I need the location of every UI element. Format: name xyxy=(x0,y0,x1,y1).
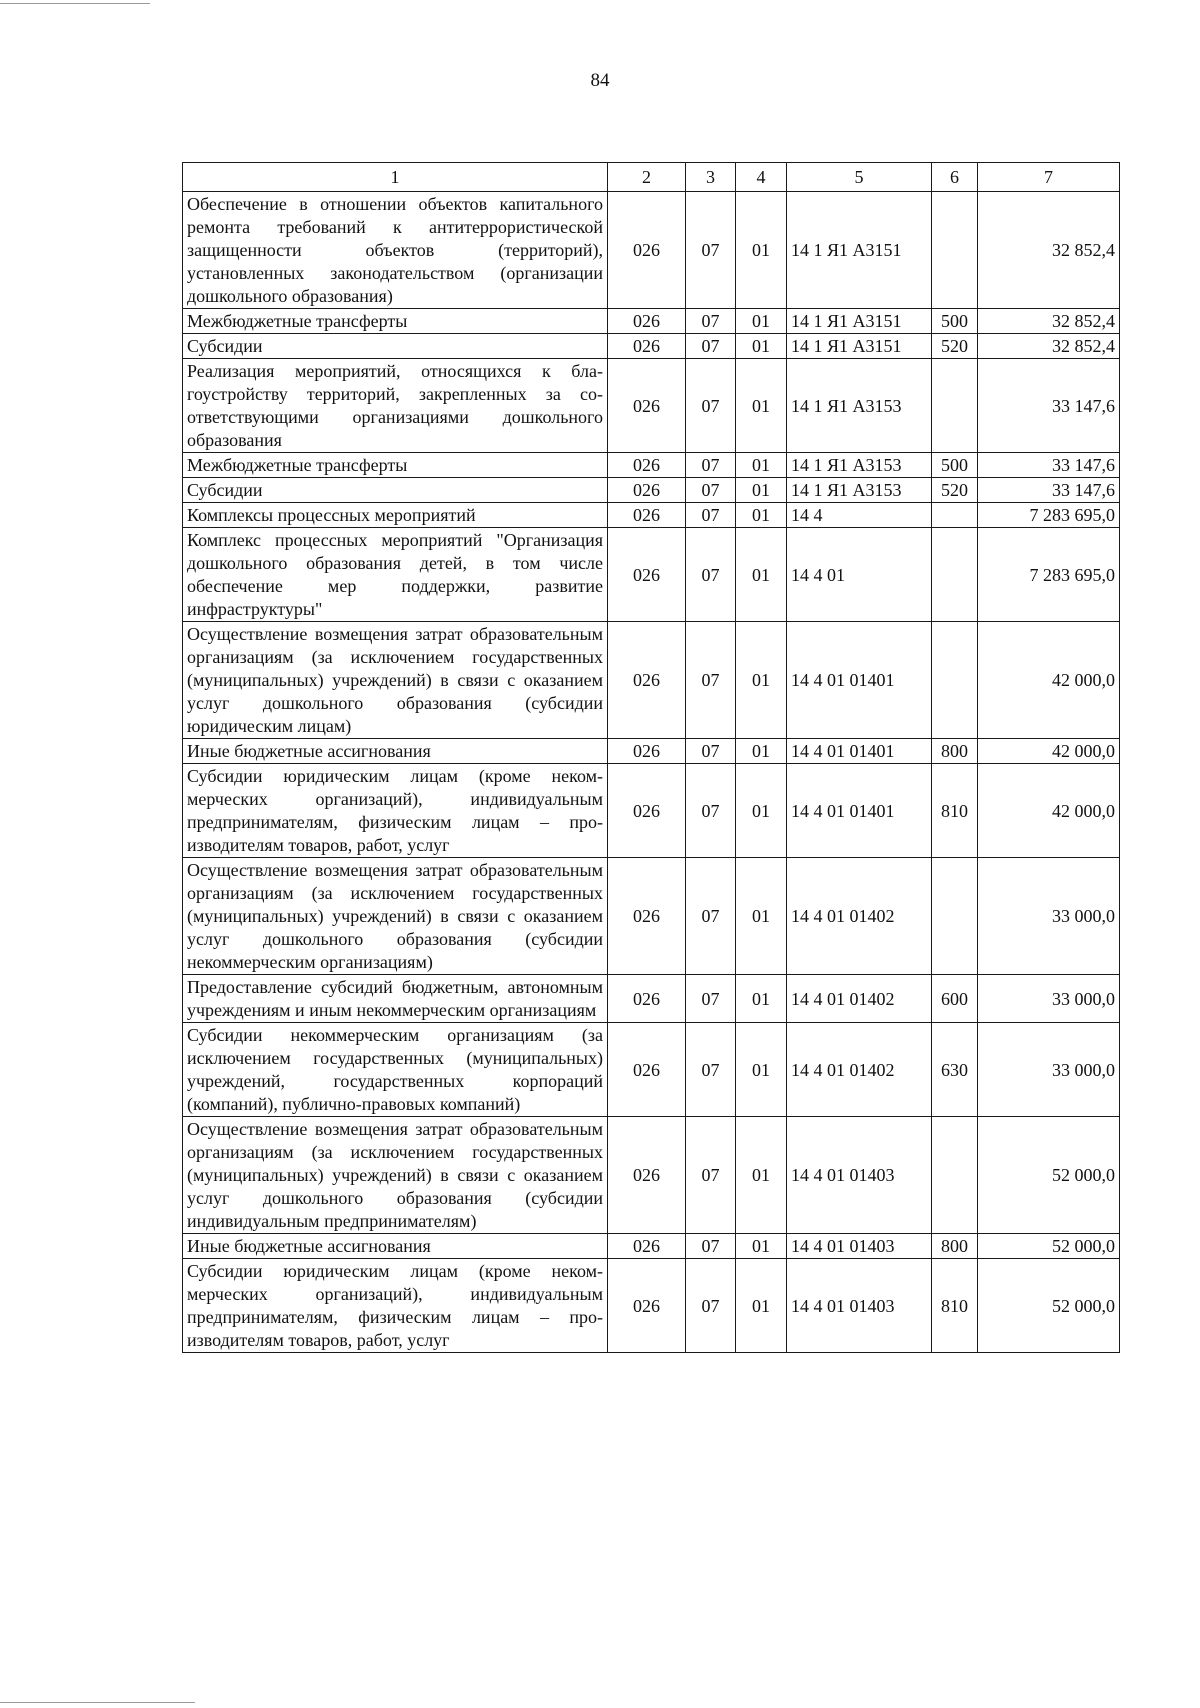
row-ministry-code: 026 xyxy=(608,1023,686,1117)
row-subsection-code: 01 xyxy=(736,975,787,1023)
row-amount: 33 000,0 xyxy=(978,1023,1120,1117)
row-expense-type-code xyxy=(932,192,978,309)
row-expense-type-code xyxy=(932,528,978,622)
row-subsection-code: 01 xyxy=(736,503,787,528)
row-description: Осуществление возмещения затрат образовательным организациям (за исключением государственных (муниципальных) учреждений) в связи с оказанием услуг дошкольного образования (субсидии некоммерческим организациям) xyxy=(183,858,608,975)
row-subsection-code: 01 xyxy=(736,359,787,453)
table-header-row xyxy=(183,163,1120,192)
row-target-article-code: 14 1 Я1 А3153 xyxy=(787,359,932,453)
row-amount: 32 852,4 xyxy=(978,192,1120,309)
table-row xyxy=(183,1117,1120,1234)
row-target-article-code: 14 4 01 xyxy=(787,528,932,622)
row-target-article-code: 14 4 01 01402 xyxy=(787,858,932,975)
row-subsection-code: 01 xyxy=(736,739,787,764)
table-row xyxy=(183,1234,1120,1259)
row-description: Комплекс процессных мероприятий "Организация дошкольного образования детей, в том числе обеспечение мер поддержки, развитие инфраструктуры" xyxy=(183,528,608,622)
row-subsection-code: 01 xyxy=(736,764,787,858)
row-section-code: 07 xyxy=(686,478,736,503)
row-target-article-code: 14 4 01 01401 xyxy=(787,764,932,858)
row-expense-type-code: 500 xyxy=(932,453,978,478)
row-expense-type-code: 520 xyxy=(932,478,978,503)
row-amount: 42 000,0 xyxy=(978,764,1120,858)
column-header: 3 xyxy=(686,163,736,192)
row-amount: 7 283 695,0 xyxy=(978,528,1120,622)
row-expense-type-code: 520 xyxy=(932,334,978,359)
table-row xyxy=(183,622,1120,739)
row-description: Субсидии xyxy=(183,334,608,359)
row-description: Комплексы процессных мероприятий xyxy=(183,503,608,528)
row-amount: 33 000,0 xyxy=(978,975,1120,1023)
row-ministry-code: 026 xyxy=(608,453,686,478)
row-ministry-code: 026 xyxy=(608,503,686,528)
row-expense-type-code xyxy=(932,858,978,975)
row-target-article-code: 14 1 Я1 А3151 xyxy=(787,334,932,359)
table-row xyxy=(183,1023,1120,1117)
row-subsection-code: 01 xyxy=(736,1234,787,1259)
row-expense-type-code xyxy=(932,359,978,453)
row-amount: 32 852,4 xyxy=(978,309,1120,334)
budget-table xyxy=(182,162,1120,1353)
row-section-code: 07 xyxy=(686,858,736,975)
row-section-code: 07 xyxy=(686,764,736,858)
row-target-article-code: 14 4 01 01402 xyxy=(787,1023,932,1117)
row-amount: 42 000,0 xyxy=(978,622,1120,739)
table-row xyxy=(183,503,1120,528)
row-ministry-code: 026 xyxy=(608,334,686,359)
row-section-code: 07 xyxy=(686,1259,736,1353)
table-row xyxy=(183,453,1120,478)
row-amount: 42 000,0 xyxy=(978,739,1120,764)
row-ministry-code: 026 xyxy=(608,192,686,309)
row-expense-type-code xyxy=(932,503,978,528)
row-description: Иные бюджетные ассигнования xyxy=(183,739,608,764)
row-section-code: 07 xyxy=(686,503,736,528)
row-section-code: 07 xyxy=(686,453,736,478)
row-section-code: 07 xyxy=(686,622,736,739)
row-description: Предоставление субсидий бюджетным, автономным учреждениям и иным некоммерческим организациям xyxy=(183,975,608,1023)
table-row xyxy=(183,764,1120,858)
row-description: Межбюджетные трансферты xyxy=(183,309,608,334)
row-subsection-code: 01 xyxy=(736,309,787,334)
row-ministry-code: 026 xyxy=(608,1234,686,1259)
table-row xyxy=(183,1259,1120,1353)
row-section-code: 07 xyxy=(686,309,736,334)
row-section-code: 07 xyxy=(686,359,736,453)
row-ministry-code: 026 xyxy=(608,1117,686,1234)
row-expense-type-code xyxy=(932,1117,978,1234)
row-subsection-code: 01 xyxy=(736,1117,787,1234)
row-description: Субсидии юридическим лицам (кроме некоммерческих организаций), индивидуальным предпринимателям, физическим лицам – производителям товаров, работ, услуг xyxy=(183,764,608,858)
table-row xyxy=(183,334,1120,359)
table-row xyxy=(183,858,1120,975)
row-description: Иные бюджетные ассигнования xyxy=(183,1234,608,1259)
row-subsection-code: 01 xyxy=(736,478,787,503)
row-target-article-code: 14 4 01 01403 xyxy=(787,1117,932,1234)
row-subsection-code: 01 xyxy=(736,453,787,478)
row-target-article-code: 14 4 01 01403 xyxy=(787,1259,932,1353)
row-subsection-code: 01 xyxy=(736,622,787,739)
row-section-code: 07 xyxy=(686,739,736,764)
row-ministry-code: 026 xyxy=(608,528,686,622)
row-subsection-code: 01 xyxy=(736,334,787,359)
table-body xyxy=(183,163,1120,1353)
row-target-article-code: 14 4 01 01402 xyxy=(787,975,932,1023)
column-header: 1 xyxy=(183,163,608,192)
row-expense-type-code: 800 xyxy=(932,1234,978,1259)
page-number: 84 xyxy=(590,70,610,91)
row-section-code: 07 xyxy=(686,975,736,1023)
row-description: Субсидии юридическим лицам (кроме некоммерческих организаций), индивидуальным предпринимателям, физическим лицам – производителям товаров, работ, услуг xyxy=(183,1259,608,1353)
table-row xyxy=(183,309,1120,334)
row-target-article-code: 14 4 01 01401 xyxy=(787,622,932,739)
row-section-code: 07 xyxy=(686,334,736,359)
row-ministry-code: 026 xyxy=(608,764,686,858)
row-amount: 33 147,6 xyxy=(978,478,1120,503)
table-row xyxy=(183,975,1120,1023)
table-row xyxy=(183,359,1120,453)
row-amount: 33 000,0 xyxy=(978,858,1120,975)
row-description: Межбюджетные трансферты xyxy=(183,453,608,478)
column-header: 7 xyxy=(978,163,1120,192)
row-description: Осуществление возмещения затрат образовательным организациям (за исключением государственных (муниципальных) учреждений) в связи с оказанием услуг дошкольного образования (субсидии юридическим лицам) xyxy=(183,622,608,739)
row-ministry-code: 026 xyxy=(608,478,686,503)
row-ministry-code: 026 xyxy=(608,739,686,764)
table-row xyxy=(183,739,1120,764)
table-row xyxy=(183,192,1120,309)
row-target-article-code: 14 1 Я1 А3153 xyxy=(787,478,932,503)
row-subsection-code: 01 xyxy=(736,1023,787,1117)
row-description: Осуществление возмещения затрат образовательным организациям (за исключением государственных (муниципальных) учреждений) в связи с оказанием услуг дошкольного образования (субсидии индивидуальным предпринимателям) xyxy=(183,1117,608,1234)
row-amount: 7 283 695,0 xyxy=(978,503,1120,528)
row-subsection-code: 01 xyxy=(736,1259,787,1353)
row-section-code: 07 xyxy=(686,1234,736,1259)
row-target-article-code: 14 1 Я1 А3153 xyxy=(787,453,932,478)
row-description: Субсидии xyxy=(183,478,608,503)
row-amount: 52 000,0 xyxy=(978,1259,1120,1353)
row-expense-type-code: 800 xyxy=(932,739,978,764)
row-ministry-code: 026 xyxy=(608,622,686,739)
row-ministry-code: 026 xyxy=(608,975,686,1023)
column-header: 6 xyxy=(932,163,978,192)
row-expense-type-code: 500 xyxy=(932,309,978,334)
row-target-article-code: 14 4 01 01403 xyxy=(787,1234,932,1259)
scan-edge-bottom xyxy=(0,1702,195,1703)
row-expense-type-code xyxy=(932,622,978,739)
row-amount: 52 000,0 xyxy=(978,1234,1120,1259)
row-description: Реализация мероприятий, относящихся к благоустройству территорий, закрепленных за соответствующими организациями дошкольного образования xyxy=(183,359,608,453)
row-ministry-code: 026 xyxy=(608,309,686,334)
column-header: 4 xyxy=(736,163,787,192)
row-ministry-code: 026 xyxy=(608,858,686,975)
row-amount: 33 147,6 xyxy=(978,453,1120,478)
row-section-code: 07 xyxy=(686,528,736,622)
row-expense-type-code: 810 xyxy=(932,764,978,858)
column-header: 5 xyxy=(787,163,932,192)
row-subsection-code: 01 xyxy=(736,192,787,309)
table-row xyxy=(183,528,1120,622)
row-target-article-code: 14 4 xyxy=(787,503,932,528)
row-section-code: 07 xyxy=(686,192,736,309)
row-target-article-code: 14 1 Я1 А3151 xyxy=(787,192,932,309)
row-subsection-code: 01 xyxy=(736,858,787,975)
row-target-article-code: 14 1 Я1 А3151 xyxy=(787,309,932,334)
row-expense-type-code: 600 xyxy=(932,975,978,1023)
column-header: 2 xyxy=(608,163,686,192)
scan-edge-top xyxy=(0,3,150,4)
row-expense-type-code: 630 xyxy=(932,1023,978,1117)
row-description: Обеспечение в отношении объектов капитального ремонта требований к антитеррористической защищенности объектов (территорий), установленных законодательством (организации дошкольного образования) xyxy=(183,192,608,309)
row-section-code: 07 xyxy=(686,1023,736,1117)
row-description: Субсидии некоммерческим организациям (за исключением государственных (муниципальных) учреждений, государственных корпораций (компаний), публично-правовых компаний) xyxy=(183,1023,608,1117)
table-row xyxy=(183,478,1120,503)
row-section-code: 07 xyxy=(686,1117,736,1234)
row-amount: 32 852,4 xyxy=(978,334,1120,359)
row-subsection-code: 01 xyxy=(736,528,787,622)
row-ministry-code: 026 xyxy=(608,1259,686,1353)
row-expense-type-code: 810 xyxy=(932,1259,978,1353)
row-amount: 33 147,6 xyxy=(978,359,1120,453)
row-amount: 52 000,0 xyxy=(978,1117,1120,1234)
row-target-article-code: 14 4 01 01401 xyxy=(787,739,932,764)
row-ministry-code: 026 xyxy=(608,359,686,453)
